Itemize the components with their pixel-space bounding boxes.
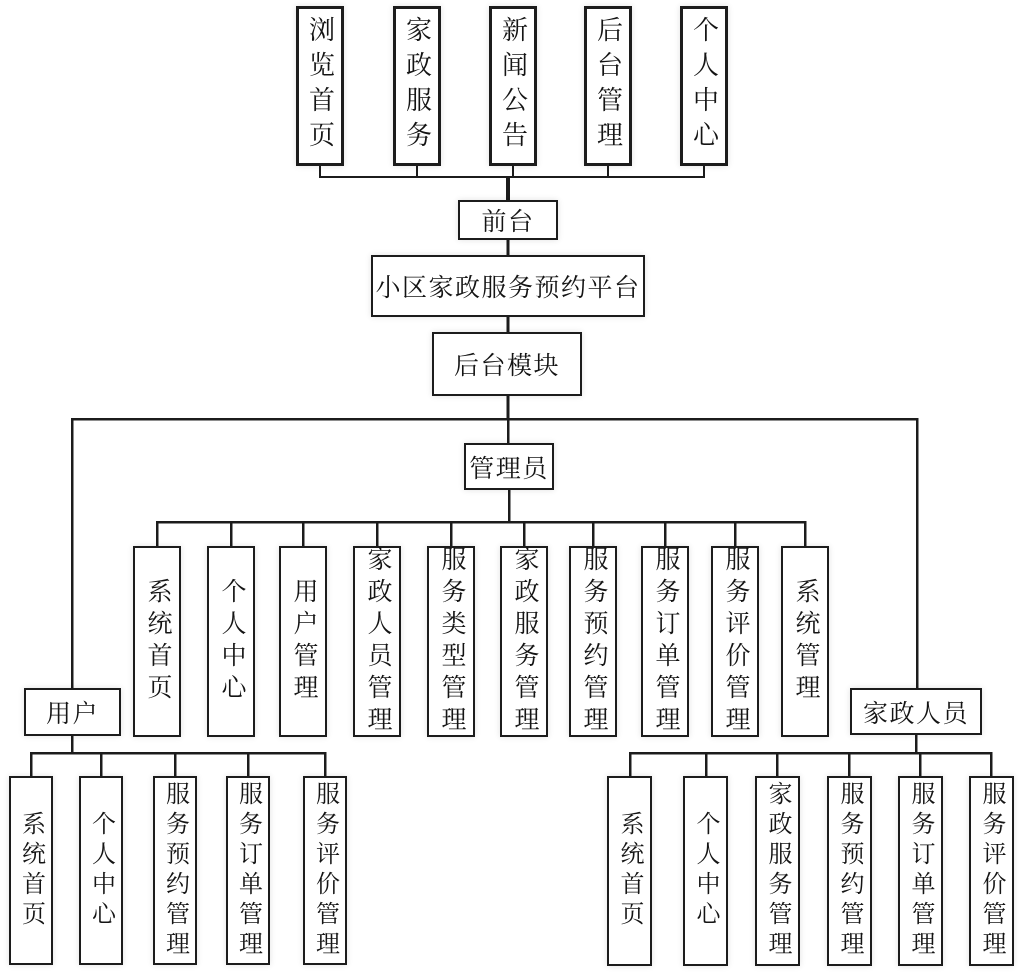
node-platform-root: 小区家政服务预约平台 bbox=[371, 255, 645, 317]
user-connector bbox=[30, 735, 326, 777]
node-staff-service-order-mgmt: 服务订单管理 bbox=[898, 776, 943, 966]
node-browse-homepage: 浏览首页 bbox=[296, 6, 344, 166]
node-staff-role: 家政人员 bbox=[850, 688, 982, 735]
node-admin-staff-mgmt: 家政人员管理 bbox=[353, 546, 401, 737]
node-admin-system-mgmt: 系统管理 bbox=[781, 546, 829, 737]
node-admin-personal-center: 个人中心 bbox=[207, 546, 255, 737]
node-staff-housekeeping-service-mgmt: 家政服务管理 bbox=[755, 776, 800, 966]
node-admin-service-order-mgmt: 服务订单管理 bbox=[641, 546, 689, 737]
node-admin-system-home: 系统首页 bbox=[133, 546, 181, 737]
node-user-role: 用户 bbox=[24, 688, 121, 736]
node-user-service-review-mgmt: 服务评价管理 bbox=[303, 776, 347, 965]
node-staff-service-review-mgmt: 服务评价管理 bbox=[969, 776, 1014, 966]
node-admin-service-booking-mgmt: 服务预约管理 bbox=[569, 546, 617, 737]
node-user-service-booking-mgmt: 服务预约管理 bbox=[153, 776, 197, 965]
node-frontend: 前台 bbox=[458, 200, 558, 240]
node-staff-personal-center: 个人中心 bbox=[683, 776, 728, 966]
node-backend-management: 后台管理 bbox=[584, 6, 632, 166]
node-personal-center: 个人中心 bbox=[680, 6, 728, 166]
node-news-announcements: 新闻公告 bbox=[489, 6, 537, 166]
node-housekeeping-service: 家政服务 bbox=[393, 6, 441, 166]
node-backend-module: 后台模块 bbox=[432, 332, 582, 396]
staff-connector bbox=[629, 734, 992, 777]
node-admin-service-type-mgmt: 服务类型管理 bbox=[427, 546, 475, 737]
node-admin-role: 管理员 bbox=[464, 443, 554, 490]
node-admin-service-review-mgmt: 服务评价管理 bbox=[711, 546, 759, 737]
node-admin-housekeeping-service-mgmt: 家政服务管理 bbox=[500, 546, 548, 737]
admin-connector bbox=[156, 489, 806, 547]
node-staff-service-booking-mgmt: 服务预约管理 bbox=[827, 776, 872, 966]
node-user-system-home: 系统首页 bbox=[9, 776, 53, 965]
node-admin-user-mgmt: 用户管理 bbox=[279, 546, 327, 737]
node-user-service-order-mgmt: 服务订单管理 bbox=[226, 776, 270, 965]
frontend-connector bbox=[319, 166, 705, 178]
node-staff-system-home: 系统首页 bbox=[607, 776, 652, 966]
node-user-personal-center: 个人中心 bbox=[79, 776, 123, 965]
